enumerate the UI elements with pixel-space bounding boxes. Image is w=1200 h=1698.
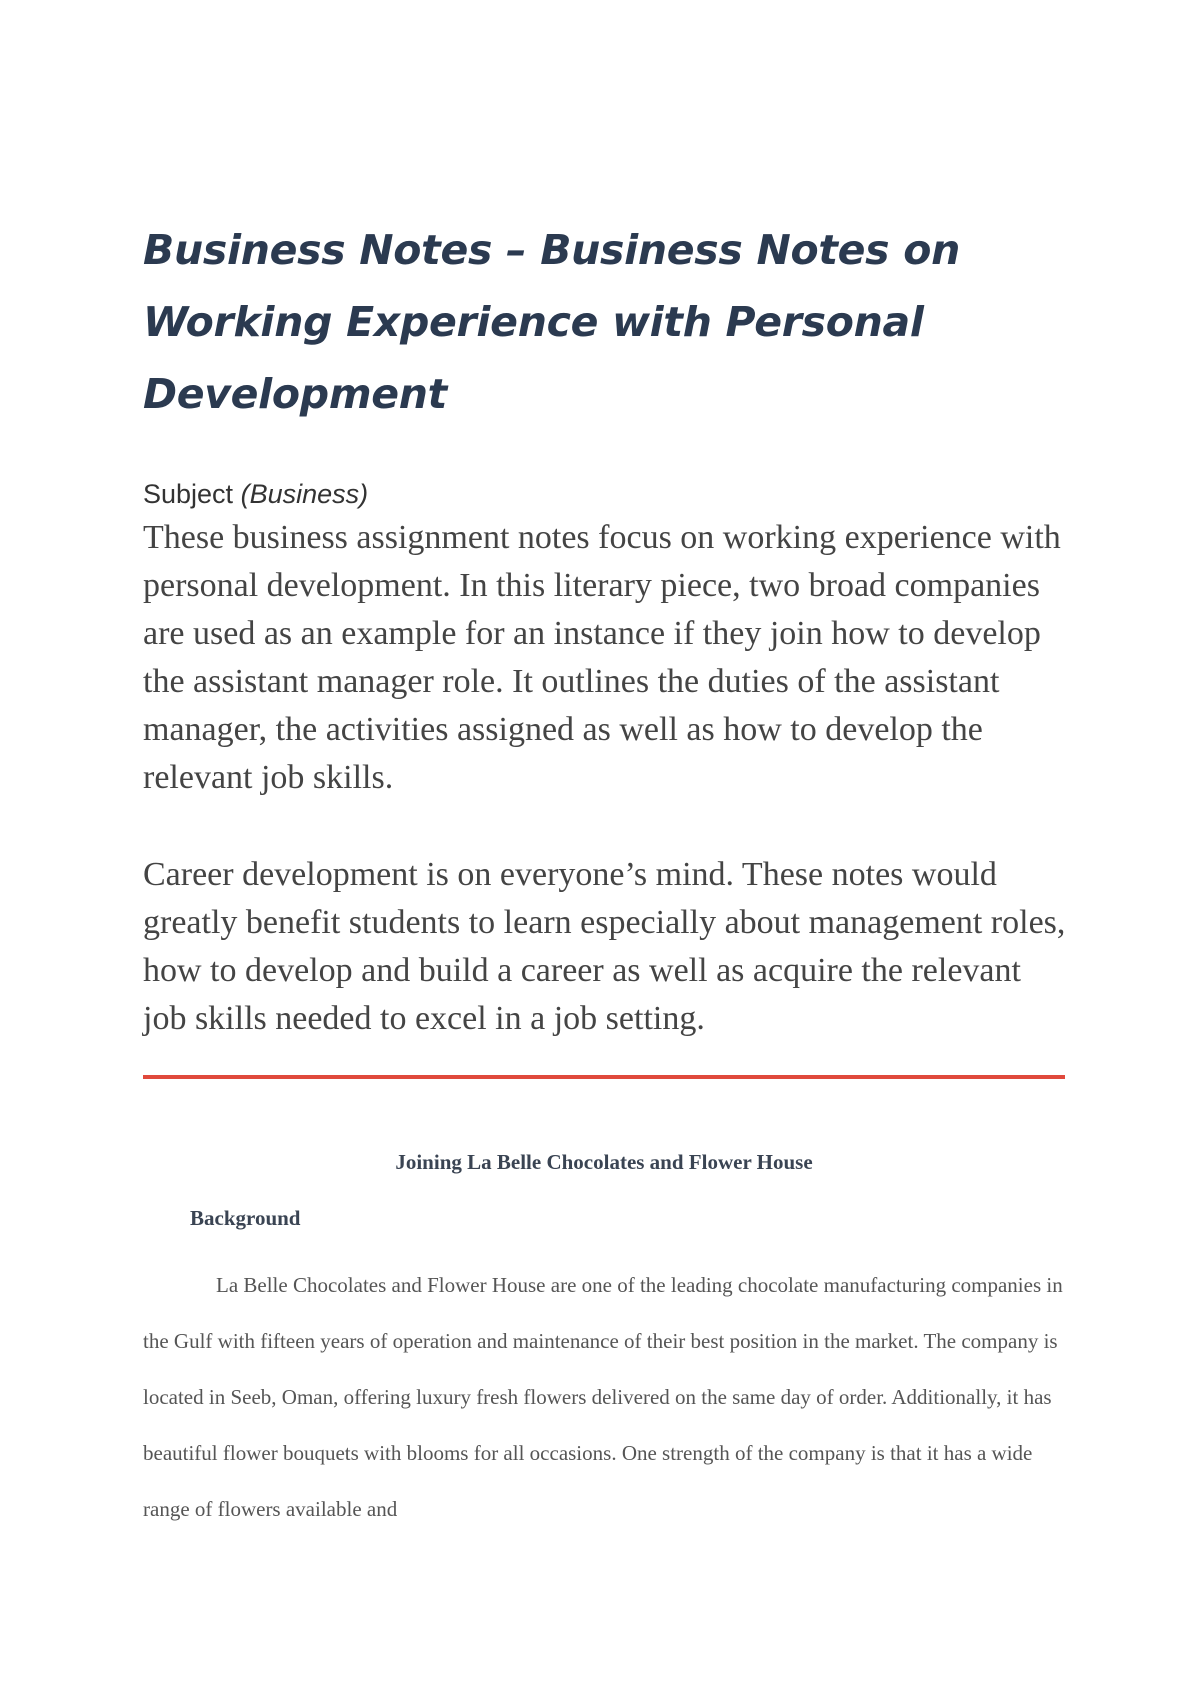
document-title: Business Notes – Business Notes on Working Experience with Personal Development [143, 226, 961, 418]
intro-paragraph-2: Career development is on everyone’s mind. These notes would greatly benefit students to learn especially about management roles, how to develop and build a career as well as acquire the relevant job skills needed to excel in a job setting. [143, 856, 1066, 1037]
section-title: Joining La Belle Chocolates and Flower House [395, 1150, 813, 1174]
intro-paragraph-1: These business assignment notes focus on working experience with personal development. In this literary piece, two broad companies are used as an example for an instance if they join how to develop the assistant manager role. It outlines the duties of the assistant manager, the activities assigned as well as how to develop the relevant job skills. [143, 519, 1061, 796]
background-heading: Background [190, 1206, 301, 1230]
body-paragraph: La Belle Chocolates and Flower House are one of the leading chocolate manufacturing companies in the Gulf with fifteen years of operation and maintenance of their best position in the market. The company is located in Seeb, Oman, offering luxury fresh flowers delivered on the same day of order. Additionally, it has beautiful flower bouquets with blooms for all occasions. One strength of the company is that it has a wide range of flowers available and [143, 1273, 1063, 1521]
subject-value: (Business) [240, 479, 369, 509]
subject-line [143, 477, 368, 511]
subject-label: Subject [143, 479, 234, 509]
section-divider [143, 1075, 1065, 1079]
